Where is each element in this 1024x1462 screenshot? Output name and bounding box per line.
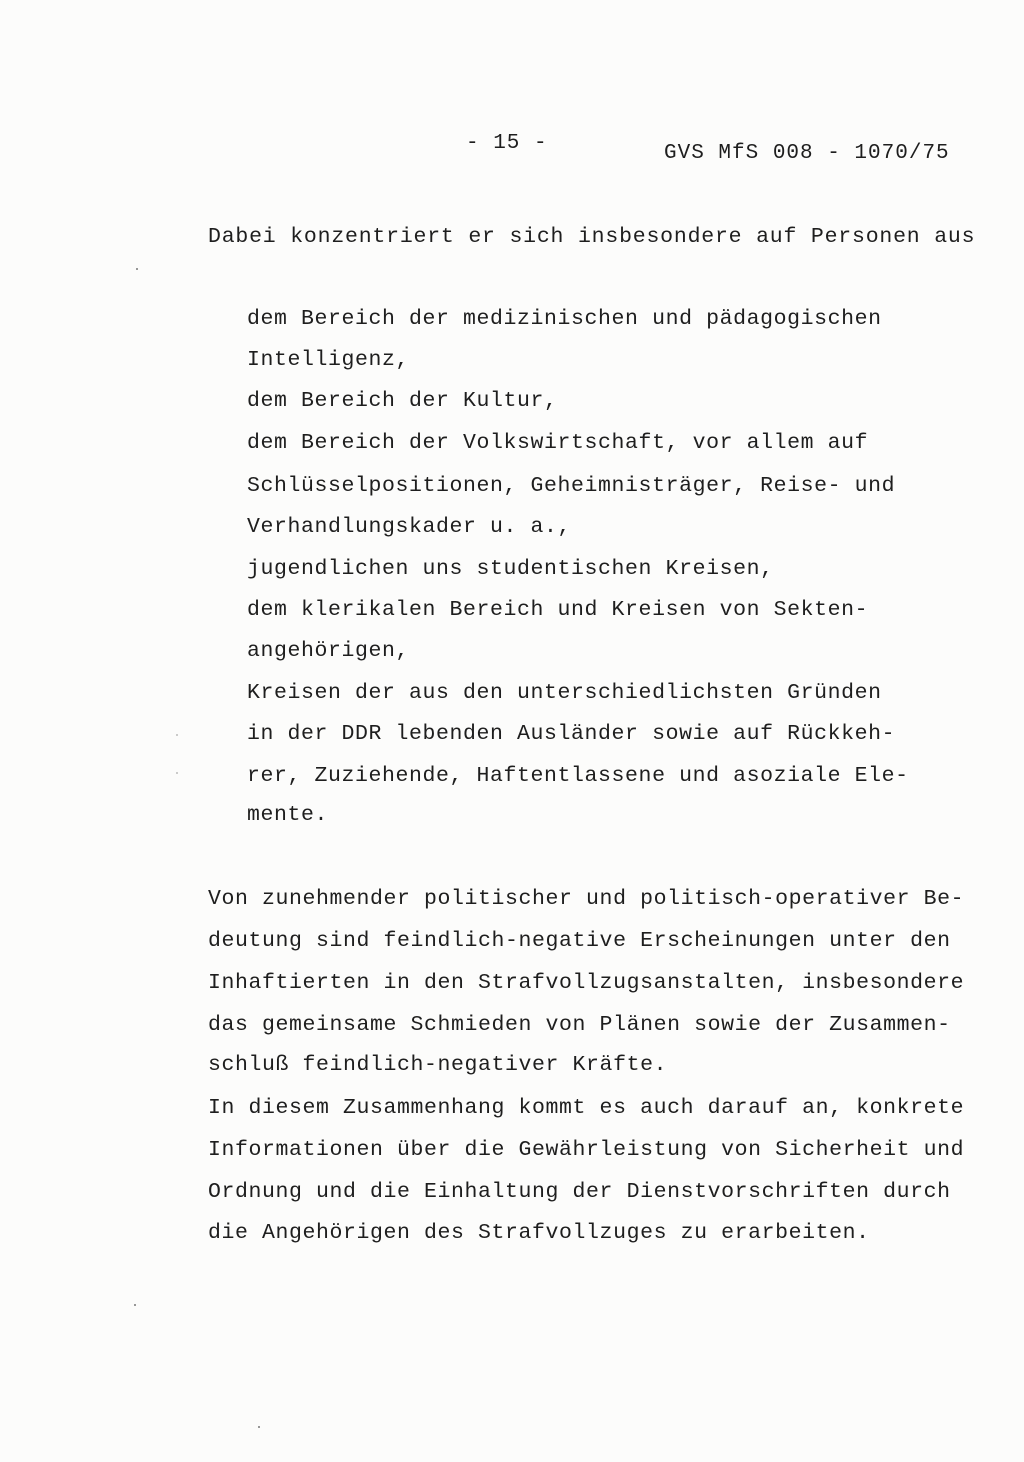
paragraph-line: Von zunehmender politischer und politisch-operativer Be-	[208, 887, 965, 911]
paragraph-line: Inhaftierten in den Strafvollzugsanstalten, insbesondere	[208, 971, 965, 995]
list-line: dem Bereich der medizinischen und pädagogischen	[247, 307, 882, 331]
list-line: jugendlichen uns studentischen Kreisen,	[247, 557, 774, 581]
paragraph-line: das gemeinsame Schmieden von Plänen sowie der Zusammen-	[208, 1013, 951, 1037]
list-line: dem klerikalen Bereich und Kreisen von Sekten-	[247, 598, 869, 622]
list-line: Schlüsselpositionen, Geheimnisträger, Reise- und	[247, 474, 896, 498]
document-reference: GVS MfS 008 - 1070/75	[664, 142, 950, 165]
scan-speck	[176, 772, 178, 774]
paragraph-line: die Angehörigen des Strafvollzuges zu erarbeiten.	[208, 1221, 870, 1245]
paragraph-line: schluß feindlich-negativer Kräfte.	[208, 1053, 668, 1077]
list-line: in der DDR lebenden Ausländer sowie auf Rückkeh-	[247, 722, 896, 746]
paragraph-line: Ordnung und die Einhaltung der Dienstvorschriften durch	[208, 1180, 951, 1204]
list-line: Kreisen der aus den unterschiedlichsten Gründen	[247, 681, 882, 705]
scan-speck	[136, 268, 138, 270]
scan-speck	[176, 734, 178, 736]
list-line: mente.	[247, 803, 329, 827]
paragraph-line: In diesem Zusammenhang kommt es auch darauf an, konkrete	[208, 1096, 965, 1120]
list-line: rer, Zuziehende, Haftentlassene und asoziale Ele-	[247, 764, 909, 788]
list-line: angehörigen,	[247, 639, 410, 663]
list-line: Verhandlungskader u. a.,	[247, 515, 572, 539]
intro-line: Dabei konzentriert er sich insbesondere auf Personen aus	[208, 225, 976, 249]
paragraph-line: deutung sind feindlich-negative Erscheinungen unter den	[208, 929, 951, 953]
paragraph-line: Informationen über die Gewährleistung von Sicherheit und	[208, 1138, 965, 1162]
list-line: dem Bereich der Kultur,	[247, 389, 558, 413]
scan-speck	[134, 1304, 136, 1306]
list-line: dem Bereich der Volkswirtschaft, vor allem auf	[247, 431, 869, 455]
scan-speck	[258, 1426, 260, 1428]
page-number: - 15 -	[466, 132, 548, 155]
list-line: Intelligenz,	[247, 348, 410, 372]
